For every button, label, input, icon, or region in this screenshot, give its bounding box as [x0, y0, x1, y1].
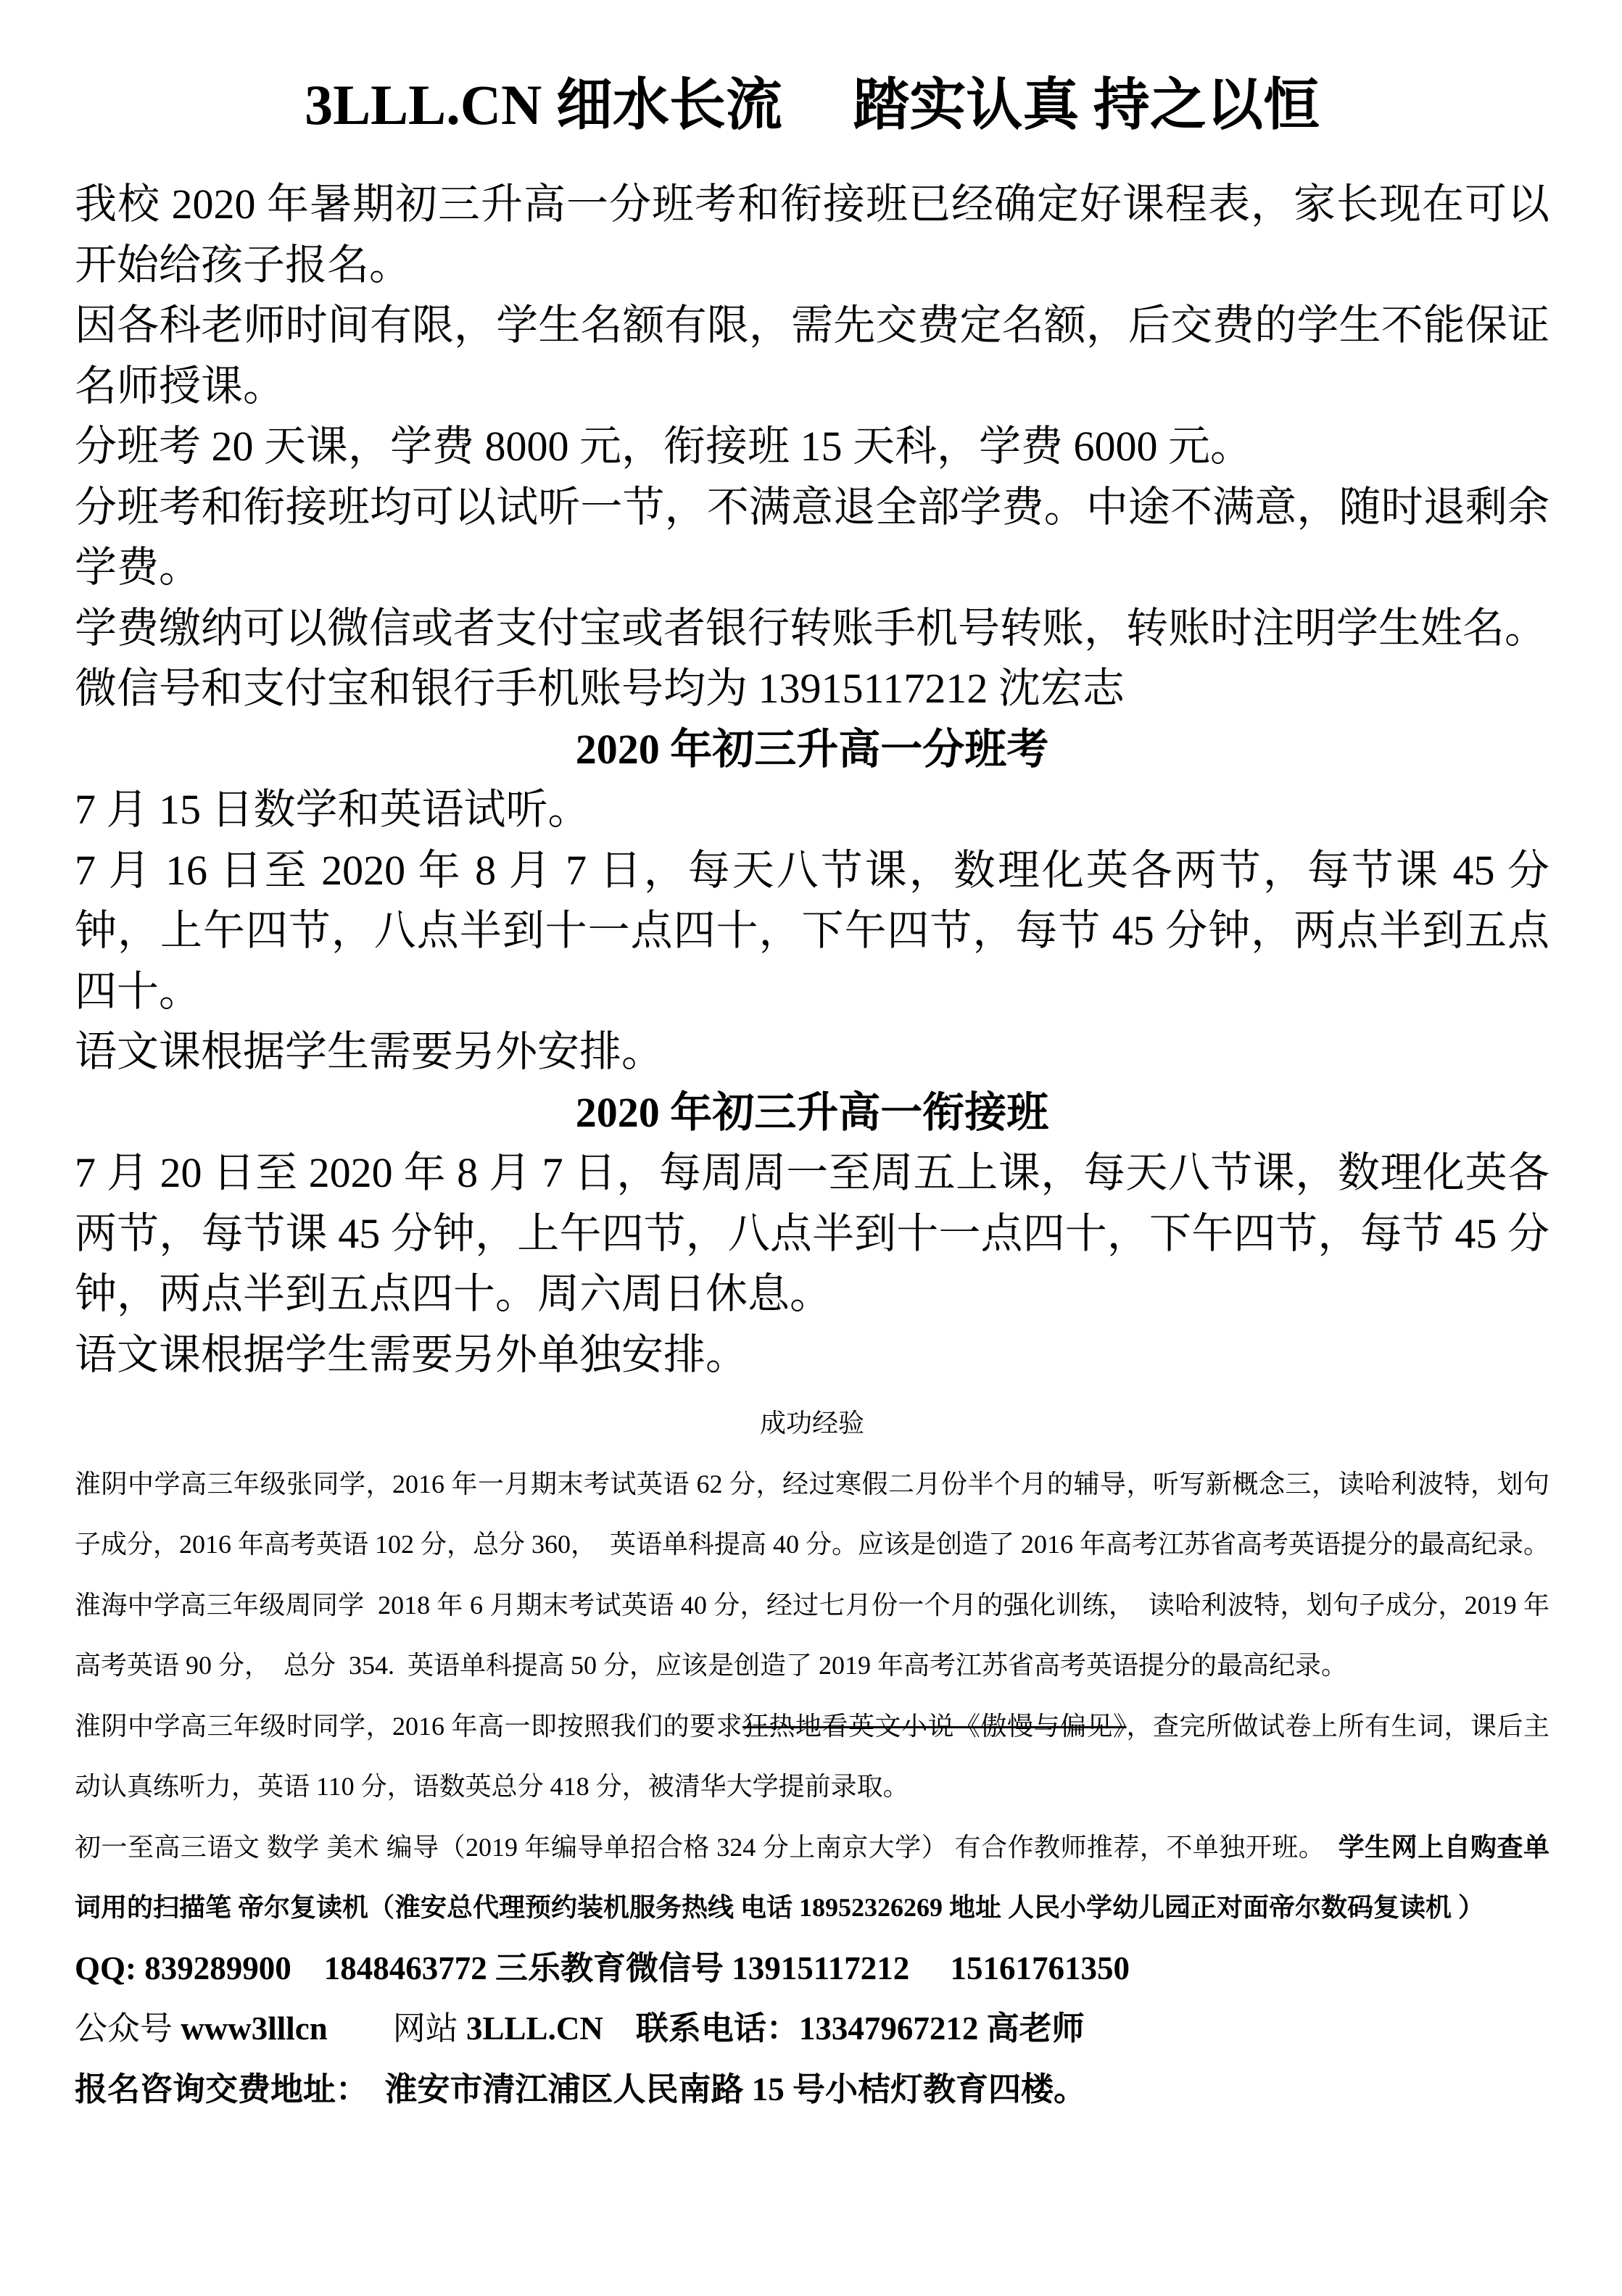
channels-line [75, 1999, 1549, 2060]
website-label: 网站 [327, 2010, 467, 2047]
courses-line [75, 1818, 1549, 1939]
section-heading-placement-exam: 2020 年初三升高一分班考 [575, 725, 1049, 773]
address-line: 报名咨询交费地址： 淮安市清江浦区人民南路 15 号小桔灯教育四楼。 [75, 2071, 1087, 2108]
bridge-class-paragraph-1: 7 月 20 日至 2020 年 8 月 7 日，每周周一至周五上课，每天八节课，数理化英各两节，每节课 45 分钟，上午四节，八点半到十一点四十，下午四节，每节 45 分钟，两点半到五点四十。周六周日休息。 [75, 1149, 1549, 1317]
official-account-value: www3lllcn [181, 2010, 328, 2047]
placement-exam-paragraph-1: 7 月 15 日数学和英语试听。 [75, 786, 590, 833]
intro-paragraph-1: 我校 2020 年暑期初三升高一分班考和衔接班已经确定好课程表，家长现在可以开始给孩子报名。 [75, 181, 1549, 289]
courses-bold-text: 学生网上自购查单词用的扫描笔 帝尔复读机（淮安总代理预约装机服务热线 电话 18952326269 地址 人民小学幼儿园正对面帝尔数码复读机 ） [75, 1832, 1549, 1922]
success-case-1: 淮阴中学高三年级张同学，2016 年一月期末考试英语 62 分，经过寒假二月份半个月的辅导，听写新概念三，读哈利波特，划句子成分，2016 年高考英语 102 分，总分 360， 英语单科提高 40 分。应该是创造了 2016 年高考江苏省高考英语提分的最高纪录。 [75, 1469, 1550, 1559]
page-title: 3LLL.CN 细水长流 踏实认真 持之以恒 [305, 73, 1320, 136]
placement-exam-paragraph-3: 语文课根据学生需要另外安排。 [75, 1028, 664, 1075]
intro-paragraph-6: 微信号和支付宝和银行手机账号均为 13915117212 沈宏志 [75, 665, 1125, 712]
website-value: 3LLL.CN [466, 2010, 603, 2047]
success-case-3-strikethrough: 狂热地看英文小说《傲慢与偏见》 [742, 1711, 1127, 1741]
intro-paragraph-4: 分班考和衔接班均可以试听一节，不满意退全部学费。中途不满意，随时退剩余学费。 [75, 483, 1549, 591]
bridge-class-paragraph-2: 语文课根据学生需要另外单独安排。 [75, 1330, 748, 1378]
success-case-3 [75, 1696, 1549, 1818]
success-case-3-pre: 淮阴中学高三年级时同学，2016 年高一即按照我们的要求 [75, 1711, 742, 1741]
success-case-3-post: ，查完所做试卷上所有生词，课后主动认真练听力，英语 110 分，语数英总分 418 分，被清华大学提前录取。 [75, 1711, 1549, 1801]
courses-normal-text: 初一至高三语文 数学 美术 编导（2019 年编导单招合格 324 分上南京大学） 有合作教师推荐，不单独开班。 [75, 1832, 1338, 1862]
intro-paragraph-2: 因各科老师时间有限，学生名额有限，需先交费定名额，后交费的学生不能保证名师授课。 [75, 302, 1549, 410]
success-heading: 成功经验 [759, 1409, 864, 1438]
placement-exam-paragraph-2: 7 月 16 日至 2020 年 8 月 7 日，每天八节课，数理化英各两节，每节课 45 分钟，上午四节，八点半到十一点四十，下午四节，每节 45 分钟，两点半到五点四十。 [75, 846, 1549, 1015]
success-case-2: 淮海中学高三年级周同学 2018 年 6 月期末考试英语 40 分，经过七月份一个月的强化训练， 读哈利波特，划句子成分，2019 年高考英语 90 分， 总分 354. 英语单科提高 50 分，应该是创造了 2019 年高考江苏省高考英语提分的最高纪录。 [75, 1590, 1549, 1680]
official-account-label: 公众号 [75, 2010, 181, 2047]
intro-paragraph-3: 分班考 20 天课，学费 8000 元，衔接班 15 天科，学费 6000 元。 [75, 423, 1253, 470]
qq-line: QQ: 839289900 1848463772 三乐教育微信号 13915117212 15161761350 [75, 1949, 1130, 1986]
intro-paragraph-5: 学费缴纳可以微信或者支付宝或者银行转账手机号转账，转账时注明学生姓名。 [75, 604, 1547, 652]
section-heading-bridge-class: 2020 年初三升高一衔接班 [575, 1088, 1049, 1136]
contact-phone-text: 联系电话：13347967212 高老师 [603, 2010, 1085, 2047]
